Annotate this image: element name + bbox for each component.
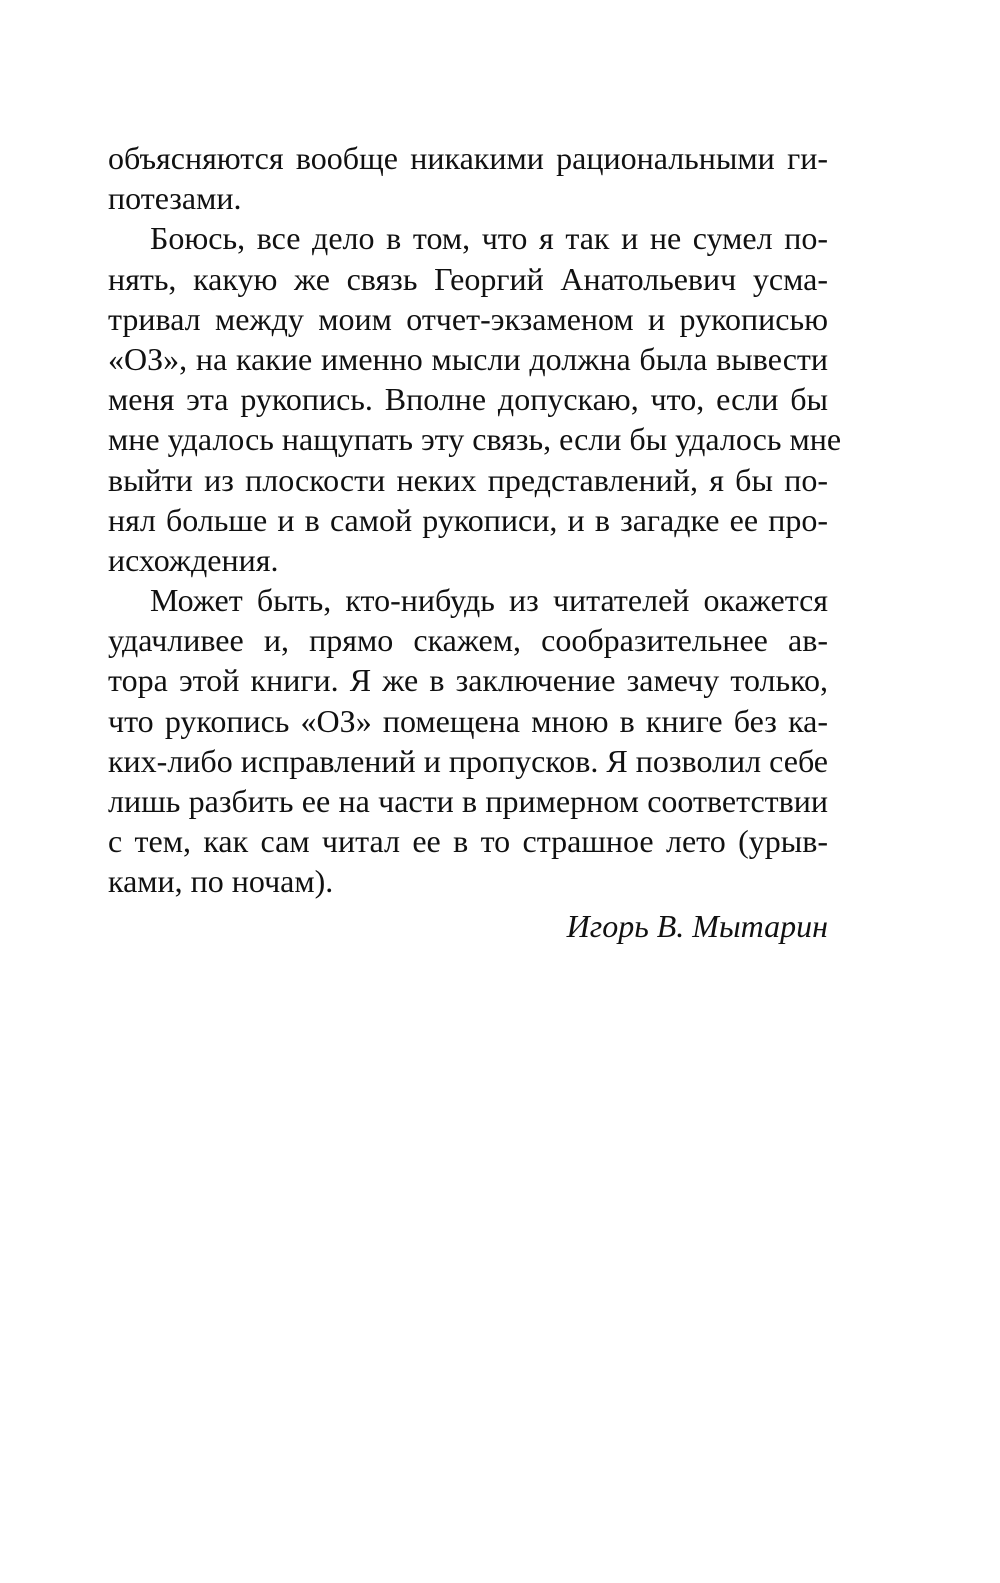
text-line: потезами. [108,180,242,217]
text-line: удачливее и, прямо скажем, сообразительнее ав- [108,622,828,659]
author-signature: Игорь В. Мытарин [566,908,828,944]
text-line: лишь разбить ее на части в примерном соответствии [108,783,828,819]
text-line: с тем, как сам читал ее в то страшное лето (урыв- [108,823,828,860]
text-line: «ОЗ», на какие именно мысли должна была вывести [108,340,828,377]
body-text [108,138,842,902]
text-line: исхождения. [108,541,279,578]
text-line: меня эта рукопись. Вполне допускаю, что, если бы [108,381,828,418]
text-line: что рукопись «ОЗ» помещена мною в книге без ка- [108,702,828,739]
text-line: Боюсь, все дело в том, что я так и не сумел по- [150,220,828,257]
text-line: тора этой книги. Я же в заключение замечу только, [108,662,828,699]
text-line: мне удалось нащупать эту связь, если бы удалось мне [108,421,842,458]
text-line: объясняются вообще никакими рациональными ги- [108,140,828,176]
text-line: нял больше и в самой рукописи, и в загадке ее про- [108,501,828,538]
text-line: Может быть, кто-нибудь из читателей окажется [150,582,828,619]
text-line: ких-либо исправлений и пропусков. Я позволил себе [108,742,828,779]
text-line: тривал между моим отчет-экзаменом и рукописью [108,300,828,337]
text-line: нять, какую же связь Георгий Анатольевич усма- [108,260,828,297]
text-line: выйти из плоскости неких представлений, я бы по- [108,461,828,498]
text-line: ками, по ночам). [108,863,334,900]
